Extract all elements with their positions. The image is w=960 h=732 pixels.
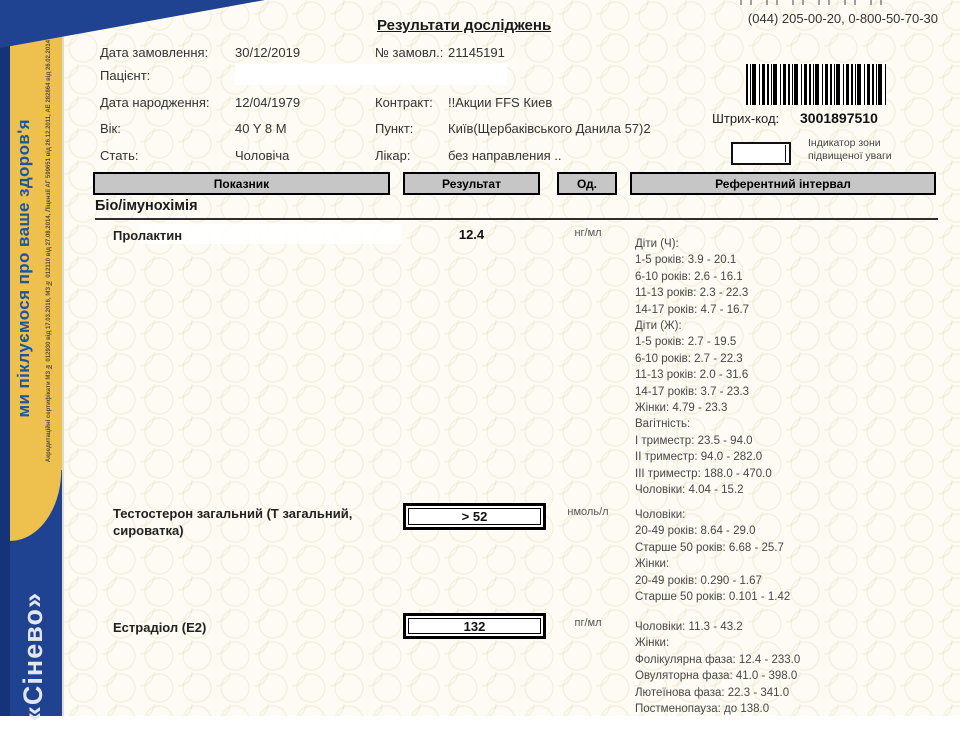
- synevo-logo: [18, 592, 52, 732]
- test-reference-testosterone: [635, 507, 935, 605]
- sidebar-accreditation-text: Акредитаційні сертифікати МЗ № 012930 від 17.03.2016, МЗ № 012110 від 27.08.2014, Ліцензії АГ 599651 від 26.12.2011, АЕ 282864 від 26.02.2014: [46, 39, 52, 463]
- test-name-testosterone: Тестостерон загальний (Т загальний, сироватка): [113, 506, 353, 538]
- phone-numbers: (044) 205-00-20, 0-800-50-70-30: [747, 11, 938, 26]
- reference-line: Діти (Ч):: [635, 238, 679, 250]
- reference-line: I триместр: 23.5 - 94.0: [635, 434, 753, 447]
- col-header-indicator: Показник: [93, 172, 390, 195]
- reference-line: Діти (Ж):: [635, 320, 682, 333]
- reference-line: 14-17 років: 3.7 - 23.3: [635, 385, 750, 398]
- reference-line: III триместр: 188.0 - 470.0: [635, 467, 772, 480]
- barcode-label: Штрих-код:: [712, 111, 780, 126]
- contract-value: !!Акции FFS Киев: [448, 95, 553, 110]
- test-reference-estradiol: [635, 619, 935, 717]
- test-unit-testosterone: нмоль/л: [567, 506, 609, 518]
- reference-line: 11-13 років: 2.3 - 22.3: [635, 287, 749, 300]
- reference-line: 20-49 років: 8.64 - 29.0: [635, 525, 756, 538]
- attention-indicator-note: [808, 137, 928, 163]
- sex-value: Чоловіча: [235, 148, 290, 163]
- page-title: Результати досліджень: [377, 17, 552, 34]
- patient-name-redaction: [235, 64, 507, 85]
- reference-line: Фолікулярна фаза: 12.4 - 233.0: [635, 653, 801, 666]
- reference-line: Овуляторна фаза: 41.0 - 398.0: [635, 670, 798, 683]
- reference-line: Чоловіки: 4.04 - 15.2: [635, 484, 744, 497]
- reference-line: 6-10 років: 2.7 - 22.3: [635, 352, 743, 365]
- sidebar-slogan: [14, 42, 40, 494]
- test-reference-prolactin: [635, 236, 935, 499]
- reference-line: 11-13 років: 2.0 - 31.6: [635, 369, 749, 382]
- reference-line: Чоловіки: 11.3 - 43.2: [635, 621, 743, 633]
- sidebar-slogan-text: ми піклуємося про ваше здоров'я: [14, 118, 33, 418]
- test-name-prolactin: Пролактин: [113, 228, 183, 243]
- order-no-label: № замовл.:: [375, 45, 444, 60]
- age-value: 40 Y 8 M: [235, 121, 287, 136]
- attention-indicator-box: [731, 142, 791, 165]
- reference-line: 1-5 років: 3.9 - 20.1: [635, 254, 737, 267]
- reference-line: 20-49 років: 0.290 - 1.67: [635, 574, 762, 587]
- attention-indicator-line2: підвищеної уваги: [808, 150, 892, 162]
- doctor-value: без направления ..: [448, 148, 562, 163]
- reference-line: Старше 50 років: 0.101 - 1.42: [635, 591, 791, 604]
- reference-line: Лютеїнова фаза: 22.3 - 341.0: [635, 686, 790, 699]
- reference-line: Жінки:: [635, 558, 670, 571]
- reference-line: Вагітність:: [635, 418, 691, 431]
- reference-line: II триместр: 94.0 - 282.0: [635, 451, 763, 464]
- col-header-reference: Референтний інтервал: [630, 172, 936, 195]
- section-divider: [95, 218, 938, 220]
- sex-label: Стать:: [100, 148, 139, 163]
- attention-indicator-line1: Індикатор зони: [808, 137, 881, 149]
- sidebar-dark-strip: [0, 0, 10, 716]
- reference-line: Жінки: 4.79 - 23.3: [635, 402, 728, 415]
- reference-line: Постменопауза: до 138.0: [635, 703, 770, 716]
- test-unit-estradiol: пг/мл: [574, 617, 602, 629]
- point-value: Київ(Щербаківського Данила 57)2: [448, 121, 651, 136]
- reference-line: 1-5 років: 2.7 - 19.5: [635, 336, 737, 349]
- birth-date-label: Дата народження:: [100, 95, 210, 110]
- sidebar-accreditation: [46, 8, 56, 494]
- contract-label: Контракт:: [375, 95, 433, 110]
- barcode-image: [746, 64, 886, 105]
- test-unit-prolactin: нг/мл: [574, 227, 602, 239]
- test-name-estradiol: Естрадіол (Е2): [113, 620, 207, 635]
- patient-label: Пацієнт:: [100, 68, 151, 83]
- reference-line: Старше 50 років: 6.68 - 25.7: [635, 541, 784, 554]
- order-date-label: Дата замовлення:: [100, 45, 209, 60]
- doctor-label: Лікар:: [375, 148, 411, 163]
- synevo-logo-text: «Сінево»: [18, 592, 48, 722]
- col-header-unit: Од.: [557, 172, 617, 195]
- order-date-value: 30/12/2019: [235, 45, 301, 60]
- birth-date-value: 12/04/1979: [235, 95, 301, 110]
- order-no-value: 21145191: [448, 45, 505, 60]
- barcode-value: 3001897510: [800, 110, 878, 126]
- col-header-result: Результат: [403, 172, 540, 195]
- section-title: Біо/імунохімія: [95, 198, 198, 214]
- test-result-prolactin: 12.4: [458, 227, 485, 242]
- test-result-estradiol: 132: [403, 613, 546, 639]
- age-label: Вік:: [100, 121, 121, 136]
- clipped-text-fragment: [740, 0, 890, 5]
- reference-line: 14-17 років: 4.7 - 16.7: [635, 303, 750, 316]
- reference-line: 6-10 років: 2.6 - 16.1: [635, 270, 743, 283]
- reference-line: Жінки:: [635, 637, 670, 650]
- reference-line: Чоловіки:: [635, 509, 686, 521]
- point-label: Пункт:: [375, 121, 414, 136]
- test-result-testosterone: > 52: [403, 503, 546, 530]
